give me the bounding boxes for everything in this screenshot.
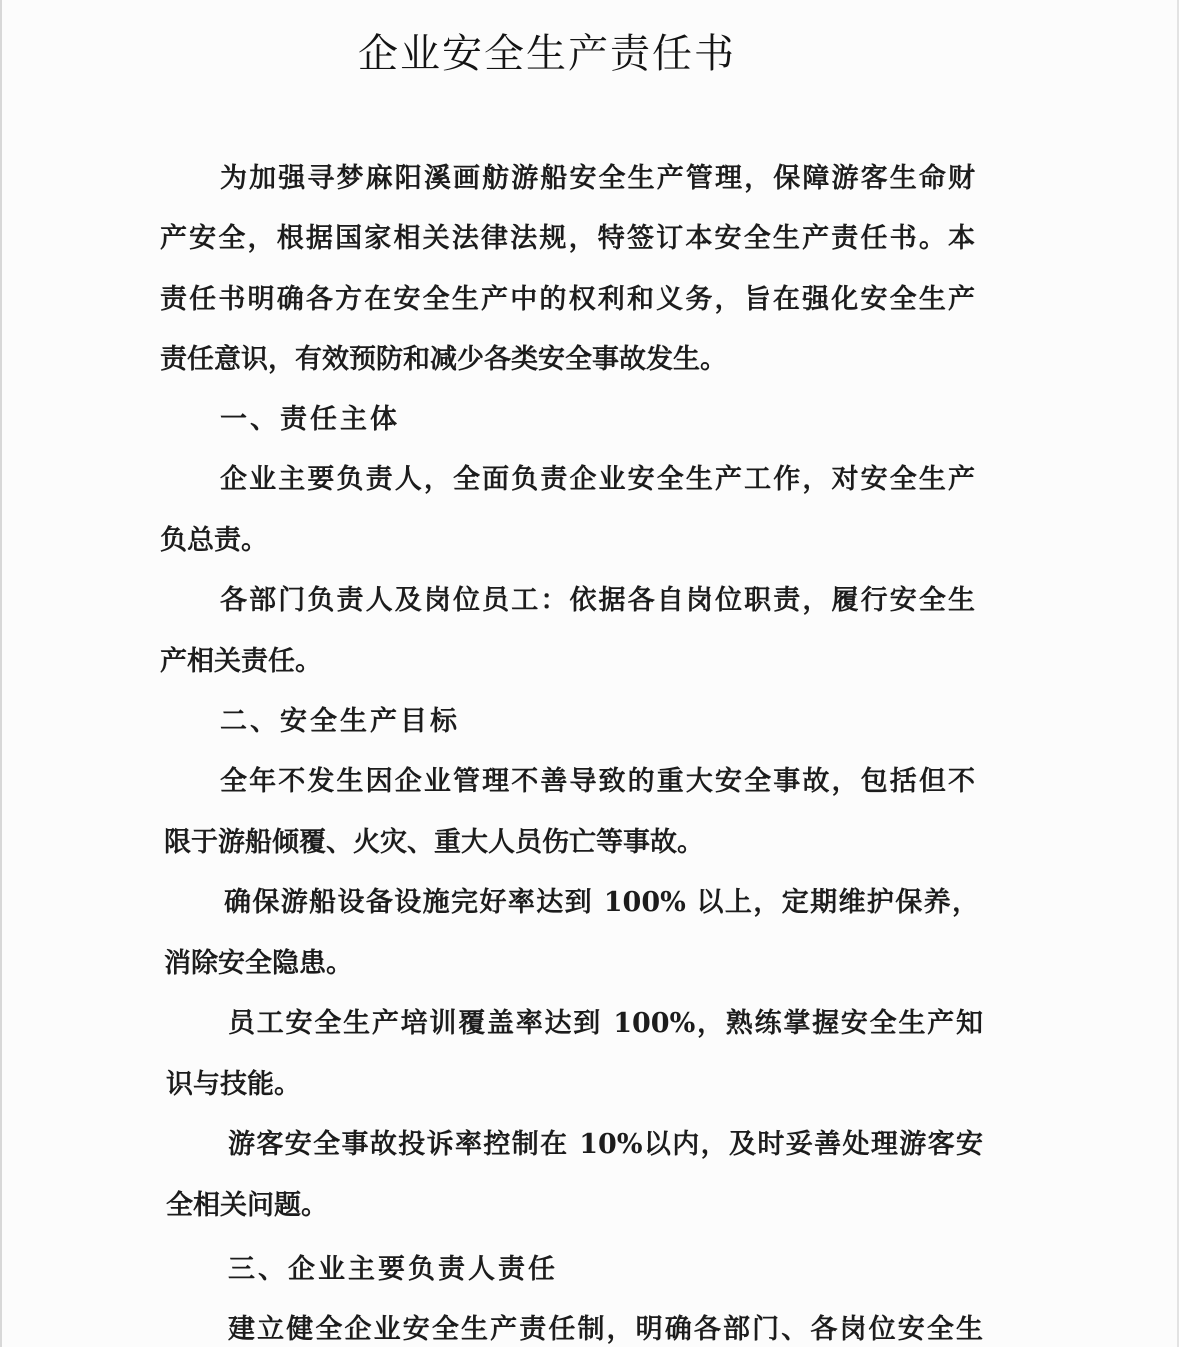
paragraph-line: 产相关责任。 [160, 646, 322, 677]
paragraph-line: 消除安全隐患。 [164, 948, 353, 979]
paragraph-line: 企业主要负责人，全面负责企业安全生产工作，对安全生产 [220, 464, 975, 495]
paragraph-line: 责任意识，有效预防和减少各类安全事故发生。 [160, 344, 727, 375]
paragraph-line: 游客安全事故投诉率控制在 10%以内，及时妥善处理游客安 [228, 1129, 983, 1160]
paragraph-line: 确保游船设备设施完好率达到 100% 以上，定期维护保养， [224, 887, 979, 918]
section-heading: 二、安全生产目标 [220, 706, 460, 737]
paragraph-line: 产安全，根据国家相关法律法规，特签订本安全生产责任书。本 [160, 223, 975, 254]
document-title: 企业安全生产责任书 [358, 31, 736, 77]
section-heading: 一、责任主体 [220, 404, 400, 435]
paragraph-line: 责任书明确各方在安全生产中的权利和义务，旨在强化安全生产 [160, 284, 975, 315]
paragraph-line: 负总责。 [160, 525, 268, 556]
paragraph-line: 为加强寻梦麻阳溪画舫游船安全生产管理，保障游客生命财 [220, 163, 975, 194]
paragraph-line: 限于游船倾覆、火灾、重大人员伤亡等事故。 [164, 827, 704, 858]
paragraph-line: 员工安全生产培训覆盖率达到 100%，熟练掌握安全生产知 [228, 1008, 983, 1039]
paragraph-line: 各部门负责人及岗位员工：依据各自岗位职责，履行安全生 [220, 585, 975, 616]
paragraph-line: 识与技能。 [166, 1069, 301, 1100]
paragraph-line: 建立健全企业安全生产责任制，明确各部门、各岗位安全生 [228, 1314, 983, 1345]
paragraph-line: 全年不发生因企业管理不善导致的重大安全事故，包括但不 [220, 766, 975, 797]
section-heading: 三、企业主要负责人责任 [228, 1254, 558, 1285]
paragraph-line: 全相关问题。 [166, 1190, 328, 1221]
